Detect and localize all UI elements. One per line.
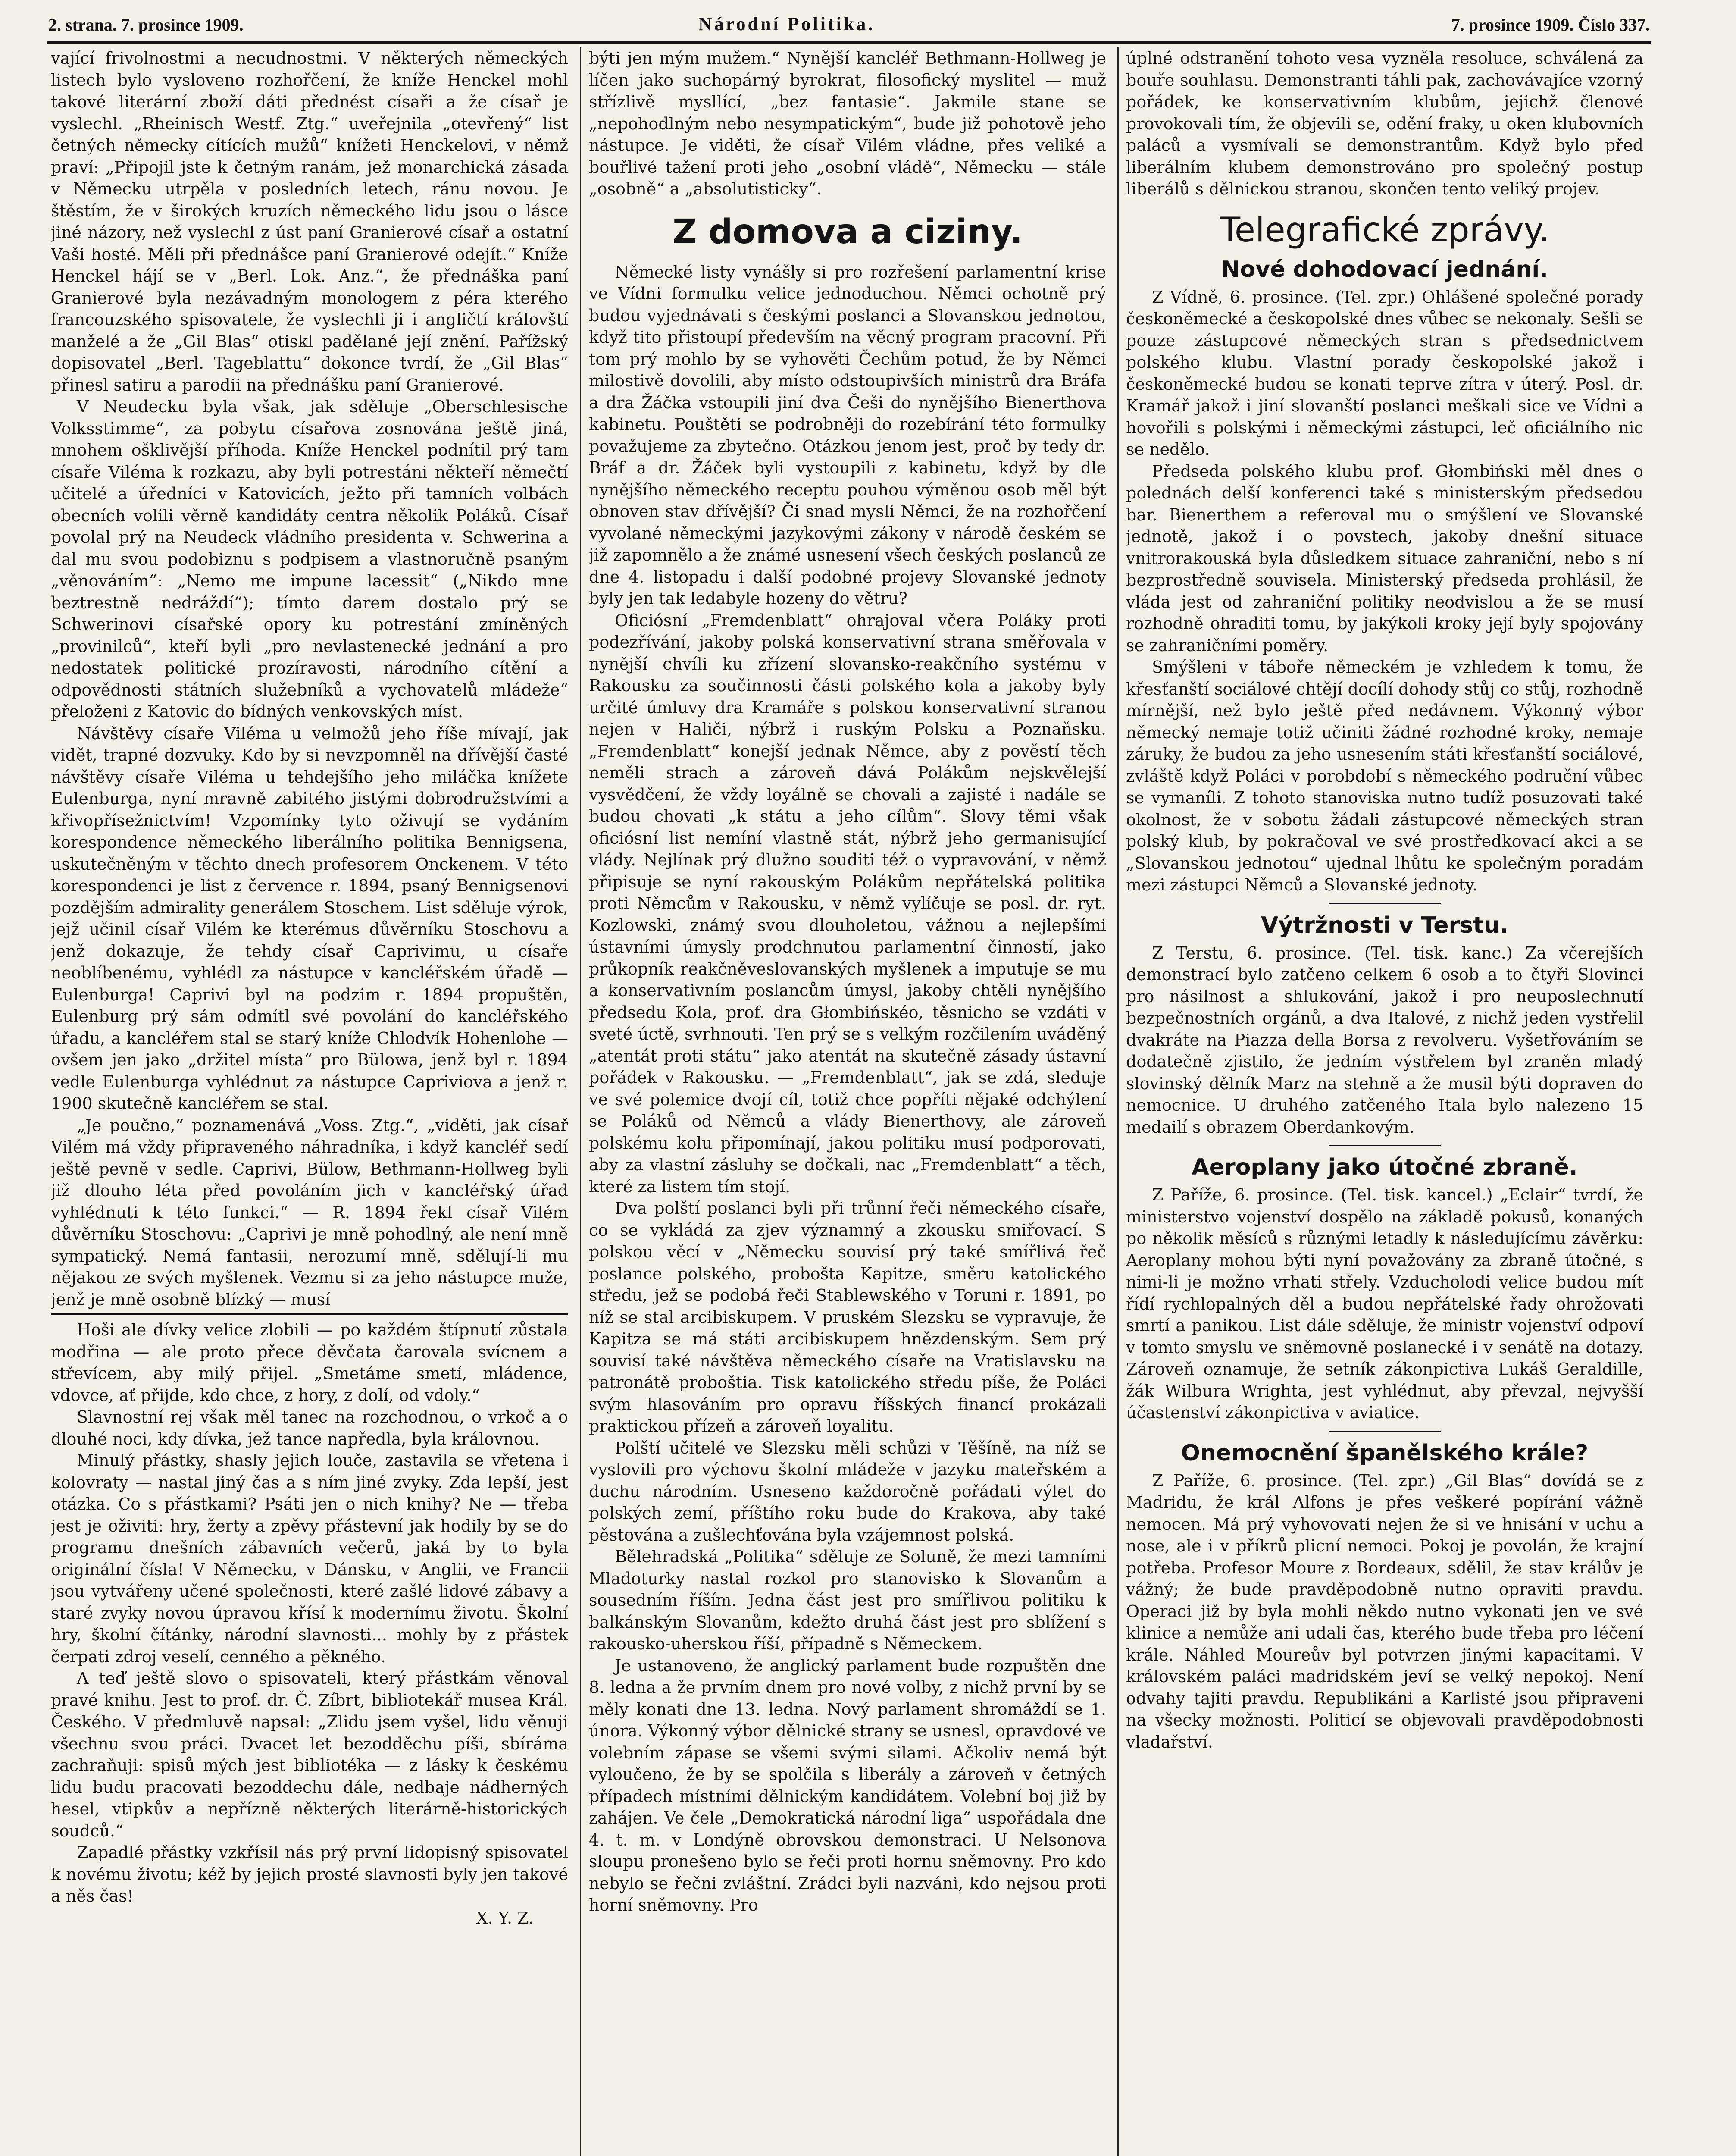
article-paragraph: vající frivolnostmi a necudnostmi. V některých německých listech bylo vysloveno rozhořčení, že kníže Henckel mohl takové literární zboží dáti přednést císaři a že císař je vyslechl. „Rheinisch Westf. Ztg.“ uveřejnila „otevřený“ list četných německy cítících mužů“ knížeti Henckelovi, v němž praví: „Připojil jste k četným ranám, jež monarchická zásada v Německu utrpěla v posledních letech, ránu novou. Je štěstím, že v širokých kruzích německého lidu jsou o lásce jiné názory, než vyslechl z úst paní Granierové císař a ostatní Vaši hosté. Měli při přednášce paní Granierové odejít.“ Kníže Henckel hájí se v „Berl. Lok. Anz.“, že přednáška paní Granierové byla nezávadným monologem z péra kterého francouzského spisovatele, že vyslechli ji i angličtí královští manželé a že „Gil Blas“ otiskl padělané její znění. Pařížský dopisovatel „Berl. Tageblattu“ dokonce tvrdí, že „Gil Blas“ přinesl satiru a parodii na přednášku paní Granierové.	[51, 49, 568, 395]
feuilleton-paragraph: Minulý přástky, shasly jejich louče, zastavila se vřetena i kolovraty — nastal jiný čas a s ním jiné zvyky. Zda lepší, jest otázka. Co s přástkami? Psáti jen o nich knihy? Ne — třeba jest je oživiti: hry, žerty a zpěvy přástevní jak hodily by se do programu dnešních zábavních večerů, jaká by to byla originální čísla! V Německu, v Dánsku, v Anglii, ve Francii jsou vytvářeny učené společnosti, které zašlé lidové zábavy a staré zvyky novou úpravou křísí k modernímu životu. Školní hry, školní čítánky, národní slavnosti... mohly by z přástek čerpati zdroj veselí, cenného a pěkného.	[51, 1451, 568, 1666]
feuilleton-signature: X. Y. Z.	[476, 1908, 534, 1927]
article-paragraph: Předseda polského klubu prof. Głombiński měl dnes o polednách delší konferenci také s ministerským předsedou bar. Bienerthem a referoval mu o smýšlení ve Slovanské jednotě, jakož i o povstech, jakoby dnešní situace vnitrorakouská byla důsledkem situace zahraniční, nebo s ní bezprostředně souvisela. Ministerský předseda prohlásil, že vláda jest od zahraniční politiky neodvislou a že se musí rozhodně ohraditi tomu, by jakýkoli kroky její byly spojovány se zahraničními poměry.	[1126, 461, 1643, 655]
article-paragraph: „Je poučno,“ poznamenává „Voss. Ztg.“, „viděti, jak císař Vilém má vždy připraveného náhradníka, i když kancléř sedí ještě pevně v sedle. Caprivi, Bülow, Bethmann-Hollweg byli již dlouho léta před povoláním jich v kancléřský úřad vyhlédnuti k této funkci.“ — R. 1894 řekl císař Vilém důvěrníku Stoschovu: „Caprivi je mně pohodlný, ale není mně sympatický. Nemá fantasii, nerozumí mně, sdělují-li mu nějakou ze svých myšlenek. Vezmu si za jeho nástupce muže, jenž je mně osobně blízký — musí	[51, 1116, 568, 1309]
article-paragraph: Návštěvy císaře Viléma u velmožů jeho říše mívají, jak vidět, trapné dozvuky. Kdo by si nevzpomněl na dřívější časté návštěvy císaře Viléma u tehdejšího jeho miláčka knížete Eulenburga, nyní mravně zabitého jistými dobrodružstvími a křivopřísežnictvím! Vzpomínky tyto oživují se vydáním korespondence německého liberálního politika Bennigsena, uskutečněným v těchto dnech profesorem Onckenem. V této korespondenci je list z července r. 1894, psaný Bennigsenovi pozdějším admirality generálem Stoschem. List sděluje výrok, jejž učinil císař Vilém ke kterémus důvěrníku Stoschovu a jenž dokazuje, že tehdy císař Caprivimu, u císaře neoblíbenému, vyhlédl za nástupce v kancléřském úřadě — Eulenburga! Caprivi byl na podzim r. 1894 propuštěn, Eulenburg prý sám odmítl své povolání do kancléřského úřadu, a kancléřem stal se starý kníže Chlodvík Hohenlohe — ovšem jen jako „držitel místa“ pro Bülowa, jenž byl r. 1894 vedle Eulenburga vyhlédnut za nástupce Capriviova a jenž r. 1900 skutečně kancléřem se stal.	[51, 724, 568, 1113]
feuilleton-paragraph: Slavnostní rej však měl tanec na rozchodnou, o vrkoč a o dlouhé noci, kdy dívka, jež tance napředla, byla královnou.	[51, 1407, 568, 1448]
header-rule	[47, 41, 1651, 44]
article-paragraph: Německé listy vynášly si pro rozřešení parlamentní krise ve Vídni formulku velice jednoduchou. Němci ochotně prý budou vyjednávati s českými poslanci a Slovanskou jednotou, když tito přistoupí především na věcný program pracovní. Při tom prý mohlo by se vyhověti Čechům potud, že by Němci milostivě dovolili, aby místo odstoupivších ministrů dra Bráfa a dra Žáčka vstoupili jiní dva Češi do nynějšího Bienerthova kabinetu. Pouštěti se podrobněji do rozebírání této formulky považujeme za zbytečno. Otázkou jenom jest, proč by tedy dr. Bráf a dr. Žáček byli vystoupili z kabinetu, když by dle nynějšího německého receptu pouhou výměnou osob měl být obnoven stav dřívější? Či snad mysli Němci, že na rozhořčení vyvolané německými jazykovými zákony v národě českém se již zapomnělo a že známé usnesení všech českých poslanců ze dne 4. listopadu i další podobné projevy Slovanské jednoty byly jen tak ledabyle hozeny do větru?	[589, 262, 1106, 608]
article-paragraph: V Neudecku byla však, jak sděluje „Oberschlesische Volksstimme“, za pobytu císařova zosnována ještě jiná, mnohem ošklivější příhoda. Kníže Henckel podnítil prý tam císaře Viléma k rozkazu, aby byli potrestáni někteří němečtí učitelé a úředníci v Katovicích, ježto při tamních volbách obecních volili věrně kandidáty centra několik Poláků. Císař povolal prý na Neudeck vládního presidenta v. Schwerina a dal mu svou podobiznu s podpisem a vlastnoručně psaným „věnováním“: „Nemo me impune lacessit“ („Nikdo mne beztrestně nedráždí“); tímto darem dostalo prý se Schwerinovi císařské opory ku potrestání zmíněných „provinilců“, kteří byli „pro nevlastenecké jednání a pro nedostatek politické prozíravosti, národního cítění a odpovědnosti státních služebníků a vychovatelů mládeže“ přeloženi z Katovic do bídných venkovských míst.	[51, 397, 568, 721]
article-paragraph: Smýšleni v táboře německém je vzhledem k tomu, že křesťanští sociálové chtějí docílí dohody stůj co stůj, rozhodně mírnější, než bylo ještě před nedávnem. Výkonný výbor německý nemaje totiž učiniti žádné rozhodné kroky, nemaje záruky, že budou za jeho usnesením státi křesťanští sociálové, zvláště když Poláci v porobdobí s německého područní vůbec se vymaníli. Z tohoto stanoviska nutno tudíž posuzovati také okolnost, že v sobotu žádali zástupcové německých stran polský klub, by pokračoval ve své prostředkovací akci a se „Slovanskou jednotou“ ujednal lhůtu ke společným poradám mezi zástupci Němců a Slovanské jednoty.	[1126, 658, 1643, 894]
article-paragraph: Oficiósní „Fremdenblatt“ ohrajoval včera Poláky proti podezřívání, jakoby polská konservativní strana směřovala v nynější chvíli ku zřízení slovansko-reakčního systému v Rakousku za součinnosti části polského kola a jakoby byly určité úmluvy dra Kramáře s polskou konservativní stranou nejen v Haliči, nýbrž i ruským Polsku a Poznaňsku. „Fremdenblatt“ konejší jednak Němce, aby z pověstí těch neměli strach a zároveň dává Polákům nejskvělejší vysvědčení, že vždy loyálně se chovali a zajisté i nadále se budou chovati „k státu a jeho cílům“. Slovy těmi však oficiósní list nemíní vlastně stát, nýbrž jeho germanisující vlády. Nejlínak prý dlužno souditi též o vypravování, v němž připisuje se nyní rakouským Polákům nepřátelská politika proti Němcům v Rakousku, v němž vylíčuje se posl. dr. ryt. Kozlowski, známý svou dlouholetou, vážnou a nejlepšími ústavními úmysly prodchnutou parlamentní činností, jako průkopník reakčněveslovanských myšlenek a imputuje se mu a konservativním poslancům úmysl, jakoby chtěli nynějšího předsedu Kola, prof. dra Głombińskéo, těsnicho se vzdáti v sveté úctě, svrhnouti. Ten prý se s velkým rozčilením uváděný „atentát proti státu“ jako atentát na skutečně zásady ústavní pořádek v Rakousku. — „Fremdenblatt“, jak se zdá, sleduje ve své polemice dvojí cíl, totiž chce popříti nějaké odchýlení se Poláků od Němců a vlády Bienerthovy, ale zároveň polskému kolu připomínají, jakou politiku musí podporovati, aby za vlastní zásluhy se dočkali, nac „Fremdenblatt“ a těch, které za listem tím stojí.	[589, 611, 1106, 1196]
column-2	[589, 47, 1106, 2156]
column-divider	[1117, 47, 1119, 2156]
article-paragraph: Dva polští poslanci byli při trůnní řeči německého císaře, co se vykládá za zjev významný a zkousku smiřovací. S polskou věcí v „Německu souvisí prý také smířlivá řeč poslance polského, probošta Kapitze, směru katolického středu, jež se podobá řeči Stablewského v Toruni r. 1891, po níž se stal arcibiskupem. V pruském Slezsku se vypravuje, že Kapitza se má státi arcibiskupem hnězdenským. Sem prý souvisí také návštěva německého císaře na Vratislavsku na patronátě proboštia. Tisk katolického středu píše, že Poláci svým hlasováním pro opravu říšských financí prokázali praktickou přízeň a zároveň loyalitu.	[589, 1199, 1106, 1435]
article-separator	[1329, 1431, 1441, 1432]
page-header	[0, 0, 1736, 47]
article-paragraph: Z Paříže, 6. prosince. (Tel. tisk. kancel.) „Eclair“ tvrdí, že ministerstvo vojenství dospělo na základě pokusů, konaných po několik měsíců s různými letadly k následujícímu závěrku: Aeroplany mohou býti nyní považovány za zbraně útočné, s nimi-li je možno vrhati střely. Vzducholodi velice budou mít řídí rychlopalných děl a budou nepřátelské řady ohrožovati smrtí a panikou. List dále sděluje, že ministr vojenství odpoví v tomto smyslu ve sněmovně poslanecké i v senátě na dotazy. Zároveň oznamuje, že setník zákonpictiva Lukáš Geraldille, žák Wilbura Wrighta, jest vyhlédnut, aby převzal, nejvyšší účastenství zákonpictiva v aviatice.	[1126, 1185, 1643, 1422]
section-title-telegraph: Telegrafické zprávy.	[1220, 210, 1550, 250]
feuilleton-paragraph: Hoši ale dívky velice zlobili — po každém štípnutí zůstala modřina — ale proto přece děvčata čarovala svícnem a střevícem, aby milý přijel. „Smetáme smetí, mládence, vdovce, ať přijde, kdo chce, z hory, z dolí, od vdoly.“	[51, 1320, 568, 1405]
article-paragraph: býti jen mým mužem.“ Nynější kancléř Bethmann-Hollweg je líčen jako suchopárný byrokrat, filosofický myslitel — muž střízlivě mysllící, „bez fantasie“. Jakmile stane se „nepohodlným nebo nesympatickým“, bude již pohotově jeho nástupce. Je viděti, že císař Vilém vládne, přes veliké a bouřlivé tažení proti jeho „osobní vládě“, Německu — stále „osobně“ a „absolutisticky“.	[589, 49, 1106, 198]
article-separator	[1329, 903, 1441, 904]
article-paragraph: Je ustanoveno, že anglický parlament bude rozpuštěn dne 8. ledna a že prvním dnem pro nové volby, z nichž první by se měly konati dne 13. ledna. Nový parlament shromáždí se 1. února. Výkonný výbor dělnické strany se usnesl, opravdové ve volebním zápase se všemi svými silami. Ačkoliv nemá být vyloučeno, že by se spolčila s liberály a zároveň v četných případech místními dělnickým kandidátem. Volební boj již by zahájen. Ve čele „Demokratická národní liga“ uspořádala dne 4. t. m. v Londýně obrovskou demonstraci. U Nelsonova sloupu pronešeno bylo se řeči proti hornu sněmovny. Pro kdo nebylo se řečni zvláštní. Zrádci byli nazváni, kdo nejsou proti horní sněmovny. Pro	[589, 1656, 1106, 1915]
article-paragraph: Z Paříže, 6. prosince. (Tel. zpr.) „Gil Blas“ dovídá se z Madridu, že král Alfons je přes veškeré popírání vážně nemocen. Má prý vyhovovati nejen že si ve hnisání v uchu a nose, ale i v příkrů plicní nemoci. Pokoj je povolán, že krajní potřeba. Profesor Moure z Bordeaux, sdělil, že stav králův je vážný; že bude pravděpodobně nutno opraviti pravdu. Operaci již by byla mohli někdo nutno vykonati jen ve své klinice a nemůže ani udali čas, kterého bude třeba pro léčení krále. Náhled Moureův byl potvrzen jinými kapacitami. V královském paláci madridském jeví se velký nepokoj. Není odvahy tajiti pravdu. Republikáni a Karlisté jsou připraveni na všecky možnosti. Politicí se objevovali pravděpodobnosti vladařství.	[1126, 1471, 1643, 1752]
article-paragraph: Bělehradská „Politika“ sděluje ze Soluně, že mezi tamními Mladoturky nastal rozkol pro stanovisko k Slovanům a sousedním říším. Jedna část jest pro smířlivou politiku k balkánským Slovanům, kdežto druhá část jest pro sblížení s rakousko-uherskou říší, případně s Německem.	[589, 1547, 1106, 1653]
column-divider	[580, 47, 581, 2156]
column-3	[1126, 47, 1643, 2156]
article-headline: Nové dohodovací jednání.	[1221, 256, 1548, 282]
article-headline: Onemocnění španělského krále?	[1181, 1440, 1589, 1466]
masthead-title: Národní Politika.	[698, 13, 875, 34]
article-paragraph: Z Terstu, 6. prosince. (Tel. tisk. kanc.) Za včerejších demonstrací bylo zatčeno celkem 6 osob a to čtyři Slovinci pro násilnost a shlukování, jakož i pro neuposlechnutí bezpečnostních orgánů, a dva Italové, z nichž jeden vystřelil dvakráte na Piazza della Borsa z revolveru. Vyšetřováním se dodatečně zjistilo, že jedním výstřelem byl zraněn mladý slovinský dělník Marz na stehně a že musil býti dopraven do nemocnice. U druhého zatčeného Itala bylo nalezeno 15 medailí s obrazem Oberdankovým.	[1126, 943, 1643, 1137]
article-headline: Aeroplany jako útočné zbraně.	[1192, 1154, 1578, 1180]
header-issue-number: 7. prosince 1909. Číslo 337.	[1451, 15, 1650, 34]
article-headline: Výtržnosti v Terstu.	[1261, 912, 1508, 938]
article-separator	[1329, 1145, 1441, 1146]
article-paragraph: Polští učitelé ve Slezsku měli schůzi v Těšíně, na níž se vyslovili pro výchovu školní mládeže v jazyku mateřském a duchu národním. Usneseno každoročně pořádati výlet do polských zemí, příštího roku bude do Krakova, aby také pěstována a zušlechťována byla vzájemnost polská.	[589, 1438, 1106, 1545]
article-paragraph: úplné odstranění tohoto vesa vyzněla resoluce, schválená za bouře souhlasu. Demonstranti táhli pak, zachovávajíce vzorný pořádek, ke konservativním klubům, jejichž členové provokovali tím, že objevili se, odění fraky, u oken klubovních paláců a vysmívali se demonstrantům. Když bylo před liberálním klubem demonstrováno pro společný postup liberálů s dělnickou stranou, skončen tento veliký projev.	[1126, 49, 1643, 198]
column-1	[51, 47, 568, 2156]
article-paragraph: Z Vídně, 6. prosince. (Tel. zpr.) Ohlášené společné porady českoněmecké a českopolské dnes vůbec se nekonaly. Sešli se pouze zástupcové německých stran s předsednictvem polského klubu. Vlastní porady českopolské jakož i českoněmecké budou se konati teprve zítra v úterý. Posl. dr. Kramář jakož i jiní slovanští poslanci meškali sice ve Vídni a hovořili s polskými i německými zástupci, leč oficiálního nic se nedělo.	[1126, 287, 1643, 459]
section-title-domestic-foreign: Z domova a ciziny.	[672, 212, 1023, 251]
header-issue-date: 2. strana. 7. prosince 1909.	[48, 15, 244, 34]
feuilleton-rule	[51, 1313, 568, 1315]
feuilleton-paragraph: Zapadlé přástky vzkřísil nás prý první lidopisný spisovatel k novému životu; kéž by jejich prosté slavnosti byly jen takové a něs čas!	[51, 1843, 568, 1905]
feuilleton-paragraph: A teď ještě slovo o spisovateli, který přástkám věnoval pravé knihu. Jest to prof. dr. Č. Zíbrt, bibliotekář musea Král. Českého. V předmluvě napsal: „Zlidu jsem vyšel, lidu věnuji všechnu svou práci. Dvacet let bezodděchu píši, sbíráma zachraňuji: spisů mých jest bibliotéka — z lásky k českému lidu budu pracovati bezoddechu dále, nedbaje nádherných hesel, vtipkův a nepřízně některých literárně-historických soudců.“	[51, 1669, 568, 1840]
